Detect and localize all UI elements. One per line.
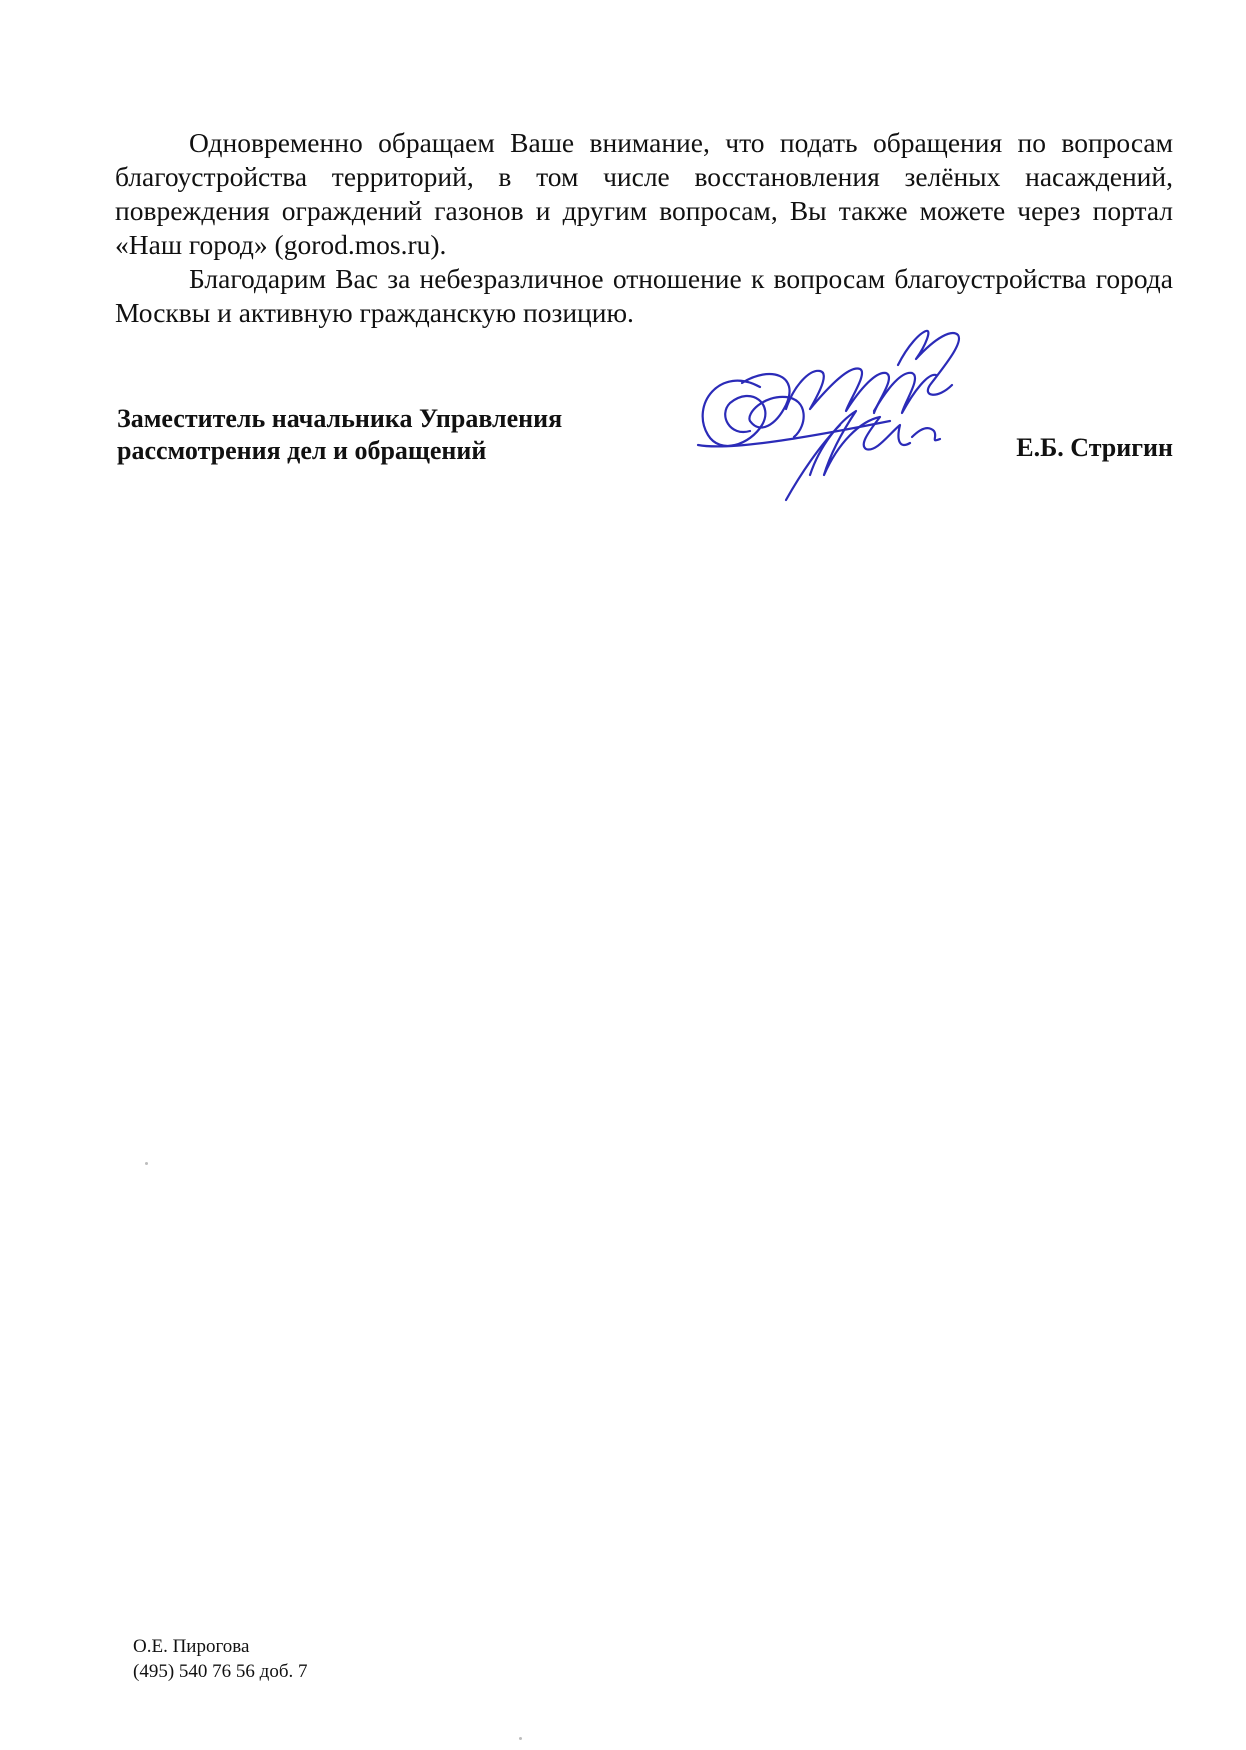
signatory-name: Е.Б. Стригин xyxy=(1016,433,1173,462)
executor-name: О.Е. Пирогова xyxy=(133,1636,250,1657)
signatory-position-line-2: рассмотрения дел и обращений xyxy=(117,436,487,465)
paragraph-thanks: Благодарим Вас за небезразличное отношение к вопросам благоустройства города Москвы и активную гражданскую позицию. xyxy=(115,263,1173,328)
executor-phone: (495) 540 76 56 доб. 7 xyxy=(133,1661,308,1682)
executor-footer xyxy=(133,1634,308,1684)
letter-body xyxy=(115,126,1173,330)
cropped-previous-line xyxy=(150,0,1050,2)
scan-speck xyxy=(145,1162,148,1165)
signatory-position-line-1: Заместитель начальника Управления xyxy=(117,404,563,433)
handwritten-signature xyxy=(690,325,980,505)
scan-speck xyxy=(519,1737,522,1740)
paragraph-portal-notice: Одновременно обращаем Ваше внимание, что подать обращения по вопросам благоустройства территорий, в том числе восстановления зелёных насаждений, повреждения ограждений газонов и другим вопросам, Вы также можете через портал «Наш город» (gorod.mos.ru). xyxy=(115,127,1173,260)
signatory-position xyxy=(117,403,562,467)
